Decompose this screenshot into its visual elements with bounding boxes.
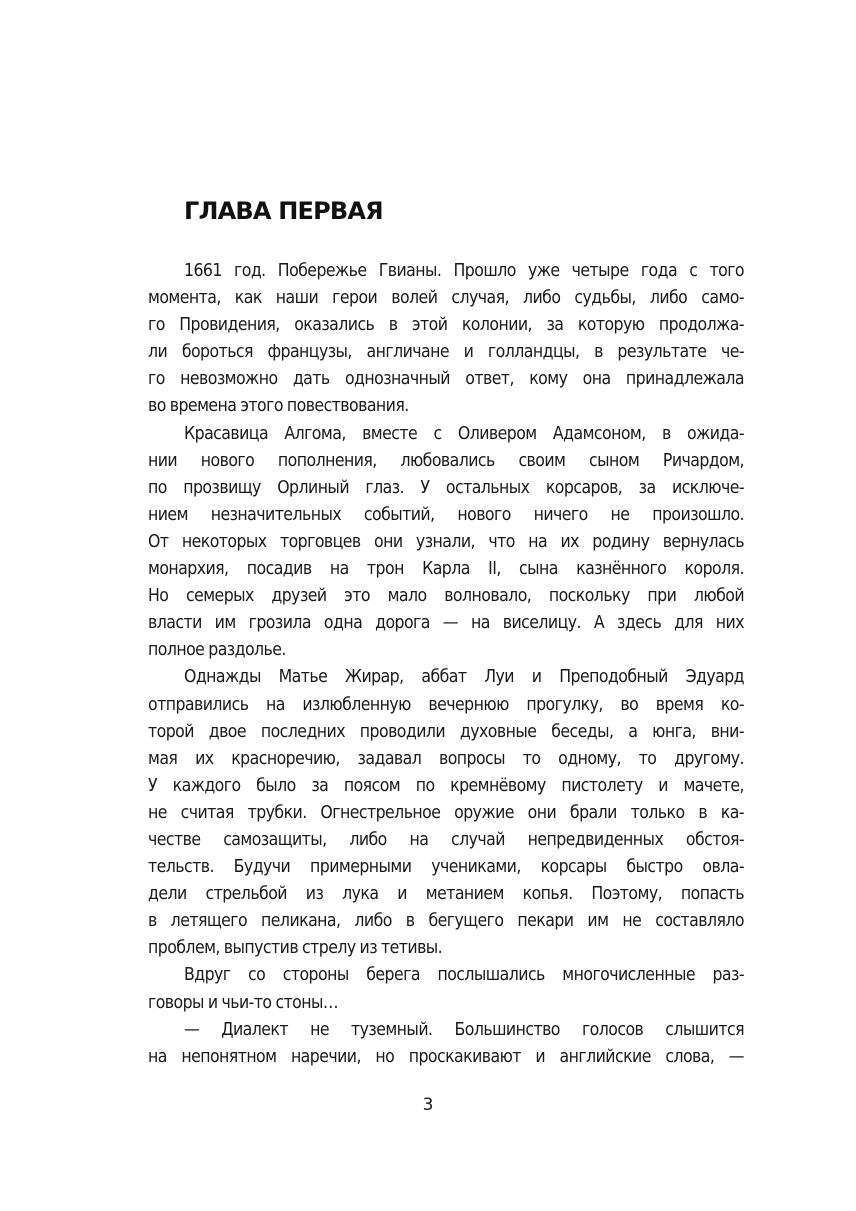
- text-line: полное раздолье.: [148, 640, 286, 661]
- text-line: го невозможно дать однозначный ответ, кому она принадлежала: [148, 369, 744, 390]
- text-line: нии нового пополнения, любовались своим сыном Ричардом,: [148, 450, 744, 471]
- text-line: власти им грозила одна дорога — на виселицу. А здесь для них: [148, 613, 744, 634]
- text-line: во времена этого повествования.: [148, 396, 409, 417]
- text-line: отправились на излюбленную вечернюю прогулку, во время ко-: [148, 694, 744, 715]
- text-line: дели стрельбой из лука и метанием копья. Поэтому, попасть: [148, 884, 744, 905]
- body-text: [148, 258, 744, 1071]
- text-line: 1661 год. Побережье Гвианы. Прошло уже четыре года с того: [184, 261, 744, 281]
- text-line: говоры и чьи-то стоны…: [148, 992, 339, 1013]
- text-line: монархия, посадив на трон Карла II, сына казнённого короля.: [148, 559, 744, 580]
- page-number: 3: [422, 1095, 434, 1115]
- text-line: тельств. Будучи примерными учениками, корсары быстро овла-: [148, 857, 744, 878]
- text-line: От некоторых торговцев они узнали, что на их родину вернулась: [148, 531, 744, 552]
- text-line: мая их красноречию, задавал вопросы то одному, то другому.: [148, 748, 744, 769]
- text-line: проблем, выпустив стрелу из тетивы.: [148, 938, 443, 959]
- text-line: в летящего пеликана, либо в бегущего пекари им не составляло: [148, 911, 744, 932]
- text-line: — Диалект не туземный. Большинство голосов слышится: [184, 1019, 744, 1040]
- text-line: честве самозащиты, либо на случай непредвиденных обстоя-: [148, 829, 744, 850]
- text-line: на непонятном наречии, но проскакивают и английские слова, —: [148, 1046, 744, 1067]
- text-line: Однажды Матье Жирар, аббат Луи и Преподобный Эдуард: [184, 667, 744, 688]
- text-line: У каждого было за поясом по кремнёвому пистолету и мачете,: [148, 775, 744, 796]
- text-line: Красавица Алгома, вместе с Оливером Адамсоном, в ожида-: [184, 423, 744, 444]
- text-line: момента, как наши герои волей случая, либо судьбы, либо само-: [148, 288, 744, 309]
- text-line: нием незначительных событий, нового ничего не произошло.: [148, 504, 744, 525]
- text-line: го Провидения, оказались в этой колонии, за которую продолжа-: [148, 315, 744, 336]
- text-line: торой двое последних проводили духовные беседы, а юнга, вни-: [148, 721, 744, 742]
- text-line: не считая трубки. Огнестрельное оружие они брали только в ка-: [148, 802, 744, 823]
- text-line: по прозвищу Орлиный глаз. У остальных корсаров, за исключе-: [148, 477, 744, 498]
- chapter-title: ГЛАВА ПЕРВАЯ: [184, 197, 383, 225]
- text-line: Вдруг со стороны берега послышались многочисленные раз-: [184, 965, 744, 986]
- text-line: ли бороться французы, англичане и голландцы, в результате че-: [148, 342, 744, 363]
- text-line: Но семерых друзей это мало волновало, поскольку при любой: [148, 586, 744, 607]
